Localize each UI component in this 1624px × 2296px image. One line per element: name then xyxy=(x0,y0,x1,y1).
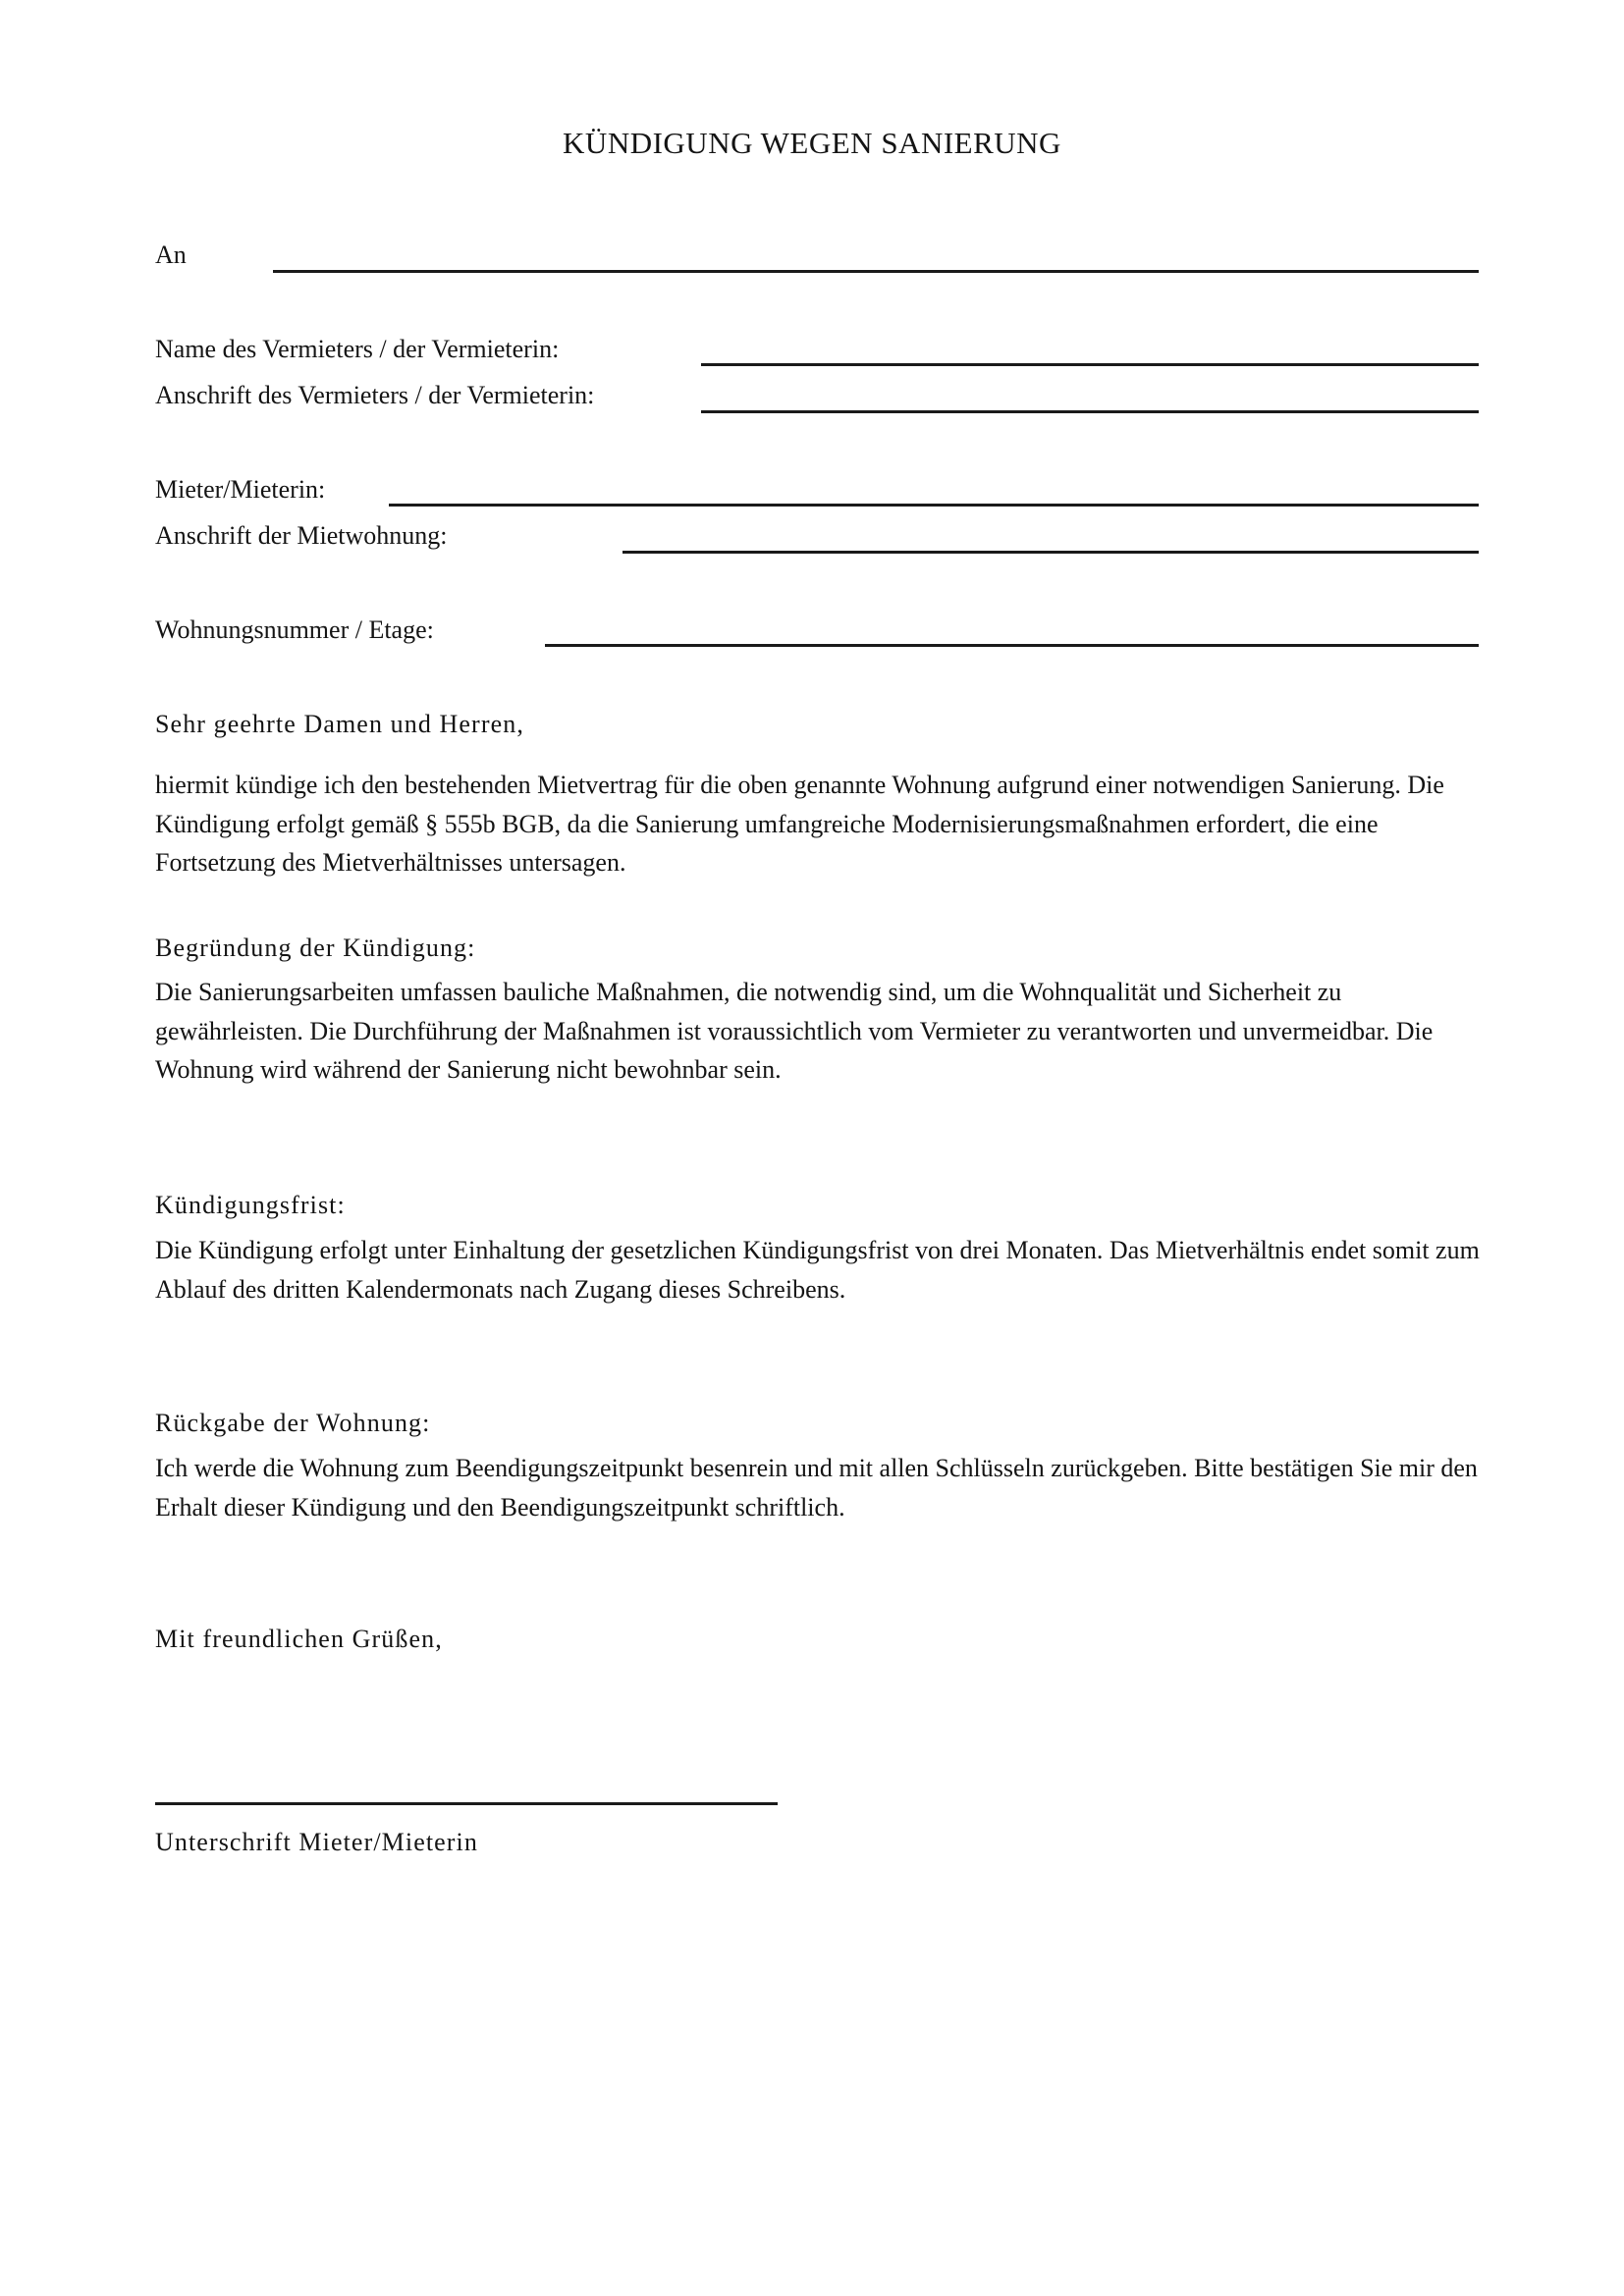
landlord-name-label: Name des Vermieters / der Vermieterin: xyxy=(155,335,560,363)
signature-label: Unterschrift Mieter/Mieterin xyxy=(155,1828,478,1856)
document-title: KÜNDIGUNG WEGEN SANIERUNG xyxy=(563,126,1061,160)
landlord-address-label: Anschrift des Vermieters / der Vermieterin: xyxy=(155,381,595,409)
apartment-floor-label: Wohnungsnummer / Etage: xyxy=(155,615,434,644)
landlord-name-line[interactable] xyxy=(701,363,1479,366)
recipient-line[interactable] xyxy=(273,270,1479,273)
reason-paragraph: Die Sanierungsarbeiten umfassen bauliche Maßnahmen, die notwendig sind, um die Wohnqualität und Sicherheit zu gewährleisten. Die Durchführung der Maßnahmen ist voraussichtlich vom Vermieter zu verantworten und unvermeidbar. Die Wohnung wird während der Sanierung nicht bewohnbar sein. xyxy=(155,978,1434,1084)
landlord-address-line[interactable] xyxy=(701,410,1479,413)
reason-heading: Begründung der Kündigung: xyxy=(155,934,476,962)
rental-address-line[interactable] xyxy=(623,551,1479,554)
salutation: Sehr geehrte Damen und Herren, xyxy=(155,710,524,738)
signature-line[interactable] xyxy=(155,1802,778,1805)
tenant-line[interactable] xyxy=(389,504,1479,507)
return-paragraph: Ich werde die Wohnung zum Beendigungszeitpunkt besenrein und mit allen Schlüsseln zurückgeben. Bitte bestätigen Sie mir den Erhalt dieser Kündigung und den Beendigungszeitpunkt schriftlich. xyxy=(155,1454,1478,1522)
intro-paragraph: hiermit kündige ich den bestehenden Mietvertrag für die oben genannte Wohnung aufgrund einer notwendigen Sanierung. Die Kündigung erfolgt gemäß § 555b BGB, da die Sanierung umfangreiche Modernisierungsmaßnahmen erfordert, die eine Fortsetzung des Mietverhältnisses untersagen. xyxy=(155,771,1444,877)
recipient-label: An xyxy=(155,240,187,269)
rental-address-label: Anschrift der Mietwohnung: xyxy=(155,521,448,550)
notice-period-heading: Kündigungsfrist: xyxy=(155,1191,346,1219)
return-heading: Rückgabe der Wohnung: xyxy=(155,1409,431,1437)
notice-period-paragraph: Die Kündigung erfolgt unter Einhaltung der gesetzlichen Kündigungsfrist von drei Monaten. Das Mietverhältnis endet somit zum Ablauf des dritten Kalendermonats nach Zugang dieses Schreibens. xyxy=(155,1236,1480,1304)
apartment-floor-line[interactable] xyxy=(545,644,1479,647)
tenant-label: Mieter/Mieterin: xyxy=(155,475,326,504)
closing: Mit freundlichen Grüßen, xyxy=(155,1625,443,1653)
